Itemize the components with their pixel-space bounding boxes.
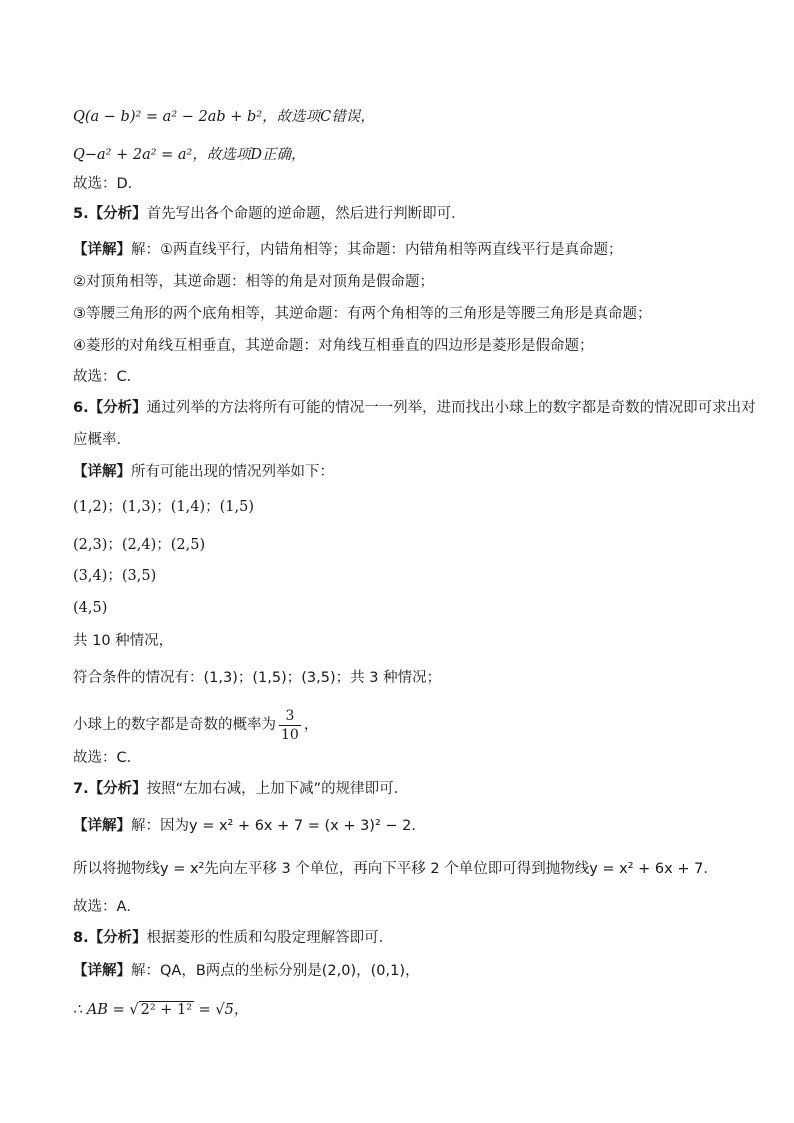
- question-8-detail: 【详解】解：QA，B两点的坐标分别是(2,0)，(0,1)，: [73, 963, 420, 979]
- question-6-detail: 【详解】所有可能出现的情况列举如下：: [73, 464, 334, 480]
- question-7-analysis: 7.【分析】按照“左加右减，上加下减”的规律即可．: [73, 781, 409, 797]
- detail-tag: 【详解】: [73, 818, 131, 834]
- text-line-11: 应概率．: [73, 432, 131, 448]
- pairs-line-4: (4,5): [73, 600, 108, 616]
- analysis-tag: 【分析】: [88, 206, 147, 222]
- pairs-line-2: (2,3)；(2,4)；(2,5): [73, 537, 206, 553]
- analysis-tag: 【分析】: [88, 930, 147, 946]
- detail-tag: 【详解】: [73, 242, 131, 258]
- probability-fraction: $\frac{3}{10}$: [281, 707, 299, 743]
- question-number: 5.: [73, 206, 89, 222]
- question-8-analysis: 8.【分析】根据菱形的性质和勾股定理解答即可．: [73, 930, 394, 946]
- question-number: 8.: [73, 930, 89, 946]
- text-line-3: 故选：D．: [73, 176, 143, 192]
- question-6-analysis: 6.【分析】通过列举的方法将所有可能的情况一一列举，进而找出小球上的数字都是奇数的情况即可求出对: [73, 400, 756, 416]
- text-line-9: 故选：C．: [73, 369, 142, 385]
- question-number: 7.: [73, 781, 89, 797]
- text-line-8: ④菱形的对角线互相垂直，其逆命题：对角线互相垂直的四边形是菱形是假命题；: [73, 338, 594, 354]
- detail-tag: 【详解】: [73, 464, 131, 480]
- text-line-23: 所以将抛物线y = x²先向左平移 3 个单位，再向下平移 2 个单位即可得到抛物线y = x² + 6x + 7．: [73, 861, 718, 877]
- probability-line: 小球上的数字都是奇数的概率为 $\frac{3}{10}$ ，: [73, 707, 319, 743]
- question-5-detail: 【详解】解：①两直线平行，内错角相等；其命题：内错角相等两直线平行是真命题；: [73, 242, 623, 258]
- text-line-20: 故选：C．: [73, 750, 142, 766]
- text-line-1: Q(a − b)² = a² − 2ab + b²，故选项C错误，: [73, 109, 375, 125]
- ab-length-line: ∴ AB = √ 2² + 1² = √5，: [73, 1002, 249, 1018]
- detail-tag: 【详解】: [73, 963, 131, 979]
- text-line-24: 故选：A．: [73, 899, 141, 915]
- pairs-line-3: (3,4)；(3,5): [73, 568, 157, 584]
- pairs-line-1: (1,2)；(1,3)；(1,4)；(1,5): [73, 499, 254, 515]
- question-number: 6.: [73, 400, 89, 416]
- square-root: √ 2² + 1²: [129, 1002, 193, 1018]
- analysis-tag: 【分析】: [88, 400, 147, 416]
- analysis-tag: 【分析】: [88, 781, 147, 797]
- question-7-detail: 【详解】解：因为y = x² + 6x + 7 = (x + 3)² − 2．: [73, 818, 426, 834]
- question-5-analysis: 5.【分析】首先写出各个命题的逆命题，然后进行判断即可．: [73, 206, 466, 222]
- text-line-2: Q−a² + 2a² = a²，故选项D正确，: [73, 147, 306, 163]
- text-line-6: ②对顶角相等，其逆命题：相等的角是对顶角是假命题；: [73, 274, 434, 290]
- text-line-17: 共 10 种情况，: [73, 633, 174, 649]
- text-line-18: 符合条件的情况有：(1,3)；(1,5)；(3,5)；共 3 种情况；: [73, 670, 442, 686]
- text-line-7: ③等腰三角形的两个底角相等，其逆命题：有两个角相等的三角形是等腰三角形是真命题；: [73, 306, 652, 322]
